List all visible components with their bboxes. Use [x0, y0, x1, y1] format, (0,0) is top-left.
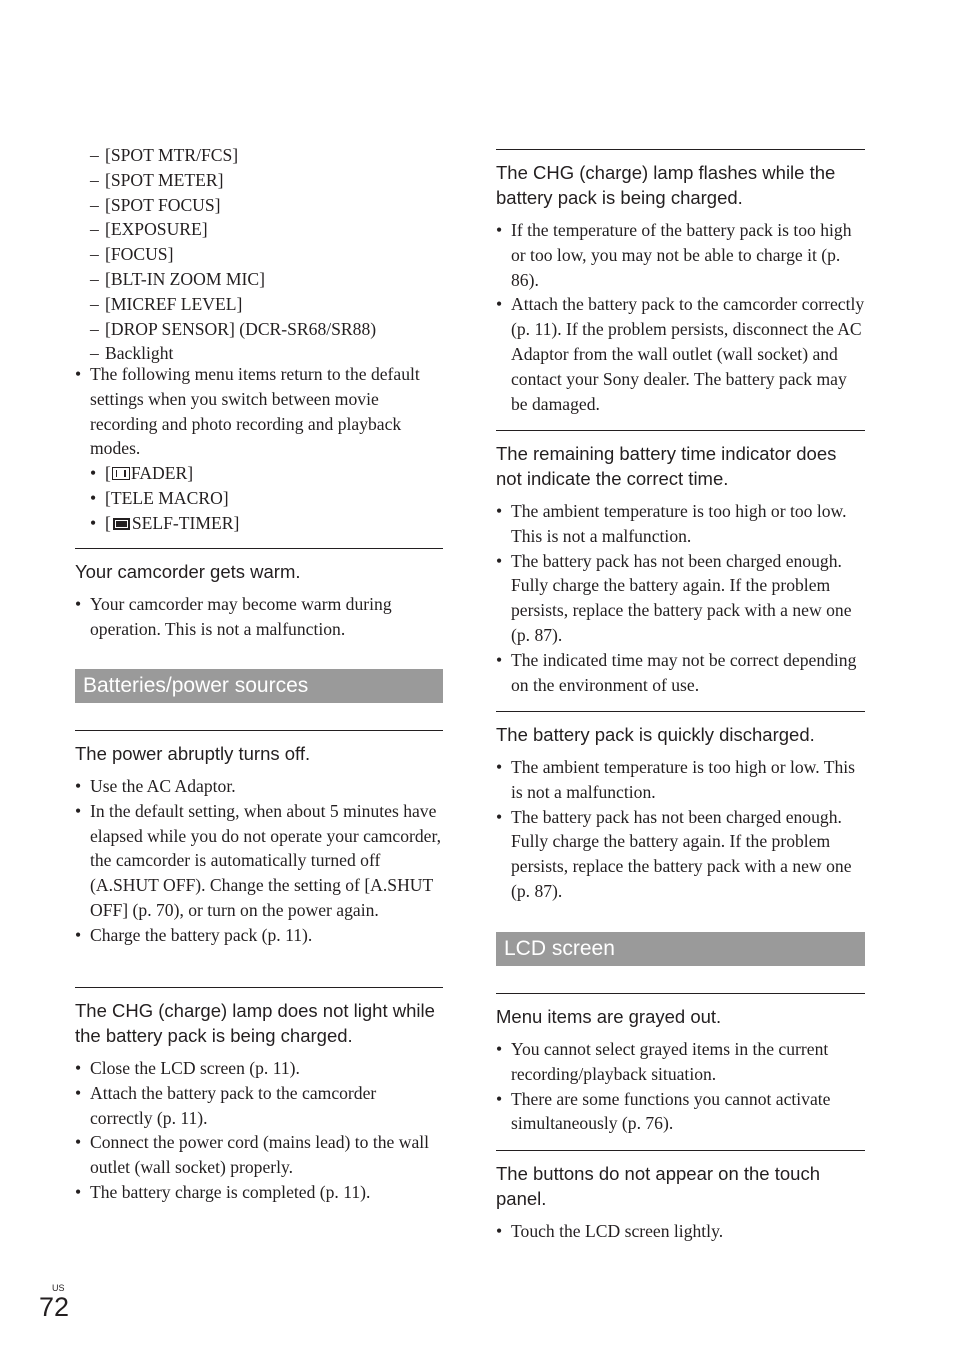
list-item: – [SPOT FOCUS]	[90, 193, 443, 218]
list-item: • The battery pack has not been charged enough. Fully charge the battery again. If the problem persists, replace the battery pack with a new one (p. 87).	[496, 805, 865, 904]
grayed-heading: Menu items are grayed out.	[496, 1006, 722, 1027]
chg-flash-heading: The CHG (charge) lamp flashes while the battery pack is being charged.	[496, 162, 836, 208]
chg-flash-section	[496, 149, 865, 416]
discharged-heading: The battery pack is quickly discharged.	[496, 724, 815, 745]
list-item: • The battery pack has not been charged enough. Fully charge the battery again. If the problem persists, replace the battery pack with a new one (p. 87).	[496, 549, 865, 648]
menu-note-text: The following menu items return to the default settings when you switch between movie recording and photo recording and playback modes.	[90, 364, 420, 459]
menu-note	[75, 362, 443, 536]
film-fader-icon	[112, 467, 130, 480]
discharged-list	[496, 755, 865, 904]
warm-section	[75, 548, 443, 642]
list-item: – Backlight	[90, 341, 443, 366]
remaining-section	[496, 430, 865, 697]
fader-label: FADER]	[130, 463, 194, 484]
buttons-heading: The buttons do not appear on the touch panel.	[496, 1163, 820, 1209]
list-item: – [MICREF LEVEL]	[90, 292, 443, 317]
grayed-section	[496, 993, 865, 1136]
remaining-heading: The remaining battery time indicator does not indicate the correct time.	[496, 443, 837, 489]
list-item: – [EXPOSURE]	[90, 217, 443, 242]
discharged-section	[496, 711, 865, 904]
remaining-list	[496, 499, 865, 697]
chg-no-light-heading: The CHG (charge) lamp does not light while the battery pack is being charged.	[75, 1000, 435, 1046]
bracket-open: [	[105, 463, 111, 484]
list-item: • Your camcorder may become warm during operation. This is not a malfunction.	[75, 592, 443, 642]
list-item: – [DROP SENSOR] (DCR-SR68/SR88)	[90, 317, 443, 342]
list-item: • Attach the battery pack to the camcorder correctly (p. 11).	[75, 1081, 443, 1131]
region-code: US	[52, 1283, 65, 1293]
list-item: • The battery charge is completed (p. 11).	[75, 1180, 443, 1205]
list-item: • The ambient temperature is too high or too low. This is not a malfunction.	[496, 499, 865, 549]
power-off-heading: The power abruptly turns off.	[75, 743, 311, 764]
grayed-list	[496, 1037, 865, 1136]
list-item: – [FOCUS]	[90, 242, 443, 267]
list-item: • Close the LCD screen (p. 11).	[75, 1056, 443, 1081]
list-item: – [SPOT MTR/FCS]	[90, 143, 443, 168]
warm-heading: Your camcorder gets warm.	[75, 561, 301, 582]
buttons-list	[496, 1219, 865, 1244]
page-number: 72	[39, 1292, 70, 1322]
list-item-self-timer	[90, 511, 443, 536]
power-off-list	[75, 774, 443, 948]
buttons-section	[496, 1150, 865, 1244]
list-item-tele-macro: • [TELE MACRO]	[90, 486, 443, 511]
list-item: • In the default setting, when about 5 minutes have elapsed while you do not operate your camcorder, the camcorder is automatically turned off (A.SHUT OFF). Change the setting of [A.SHUT OFF] (p. 70), or turn on the power again.	[75, 799, 443, 923]
list-item: • Use the AC Adaptor.	[75, 774, 443, 799]
list-item: – [BLT-IN ZOOM MIC]	[90, 267, 443, 292]
mode-reset-items	[90, 461, 443, 535]
chg-no-light-list	[75, 1056, 443, 1205]
menu-note-list	[75, 362, 443, 536]
photo-mode-icon	[113, 518, 130, 530]
list-item: • Connect the power cord (mains lead) to the wall outlet (wall socket) properly.	[75, 1130, 443, 1180]
bracket-open: [	[105, 512, 111, 533]
list-item: • Charge the battery pack (p. 11).	[75, 923, 443, 948]
list-item: • If the temperature of the battery pack is too high or too low, you may not be able to charge it (p. 86).	[496, 218, 865, 292]
list-item: • The indicated time may not be correct depending on the environment of use.	[496, 648, 865, 698]
list-item: • The ambient temperature is too high or low. This is not a malfunction.	[496, 755, 865, 805]
reset-items-list	[90, 143, 443, 366]
warm-list	[75, 592, 443, 642]
section-title-batteries: Batteries/power sources	[75, 669, 443, 703]
power-off-section	[75, 730, 443, 948]
list-item: – [SPOT METER]	[90, 168, 443, 193]
list-item: • There are some functions you cannot activate simultaneously (p. 76).	[496, 1087, 865, 1137]
chg-no-light-section	[75, 987, 443, 1205]
section-title-lcd: LCD screen	[496, 932, 865, 966]
chg-flash-list	[496, 218, 865, 416]
list-item: • You cannot select grayed items in the current recording/playback situation.	[496, 1037, 865, 1087]
list-item: • Attach the battery pack to the camcorder correctly (p. 11). If the problem persists, disconnect the AC Adaptor from the wall outlet (wall socket) and contact your Sony dealer. The battery pack may be damaged.	[496, 292, 865, 416]
list-item: • Touch the LCD screen lightly.	[496, 1219, 865, 1244]
list-item-fader	[90, 461, 443, 486]
self-timer-label: SELF-TIMER]	[131, 512, 240, 533]
